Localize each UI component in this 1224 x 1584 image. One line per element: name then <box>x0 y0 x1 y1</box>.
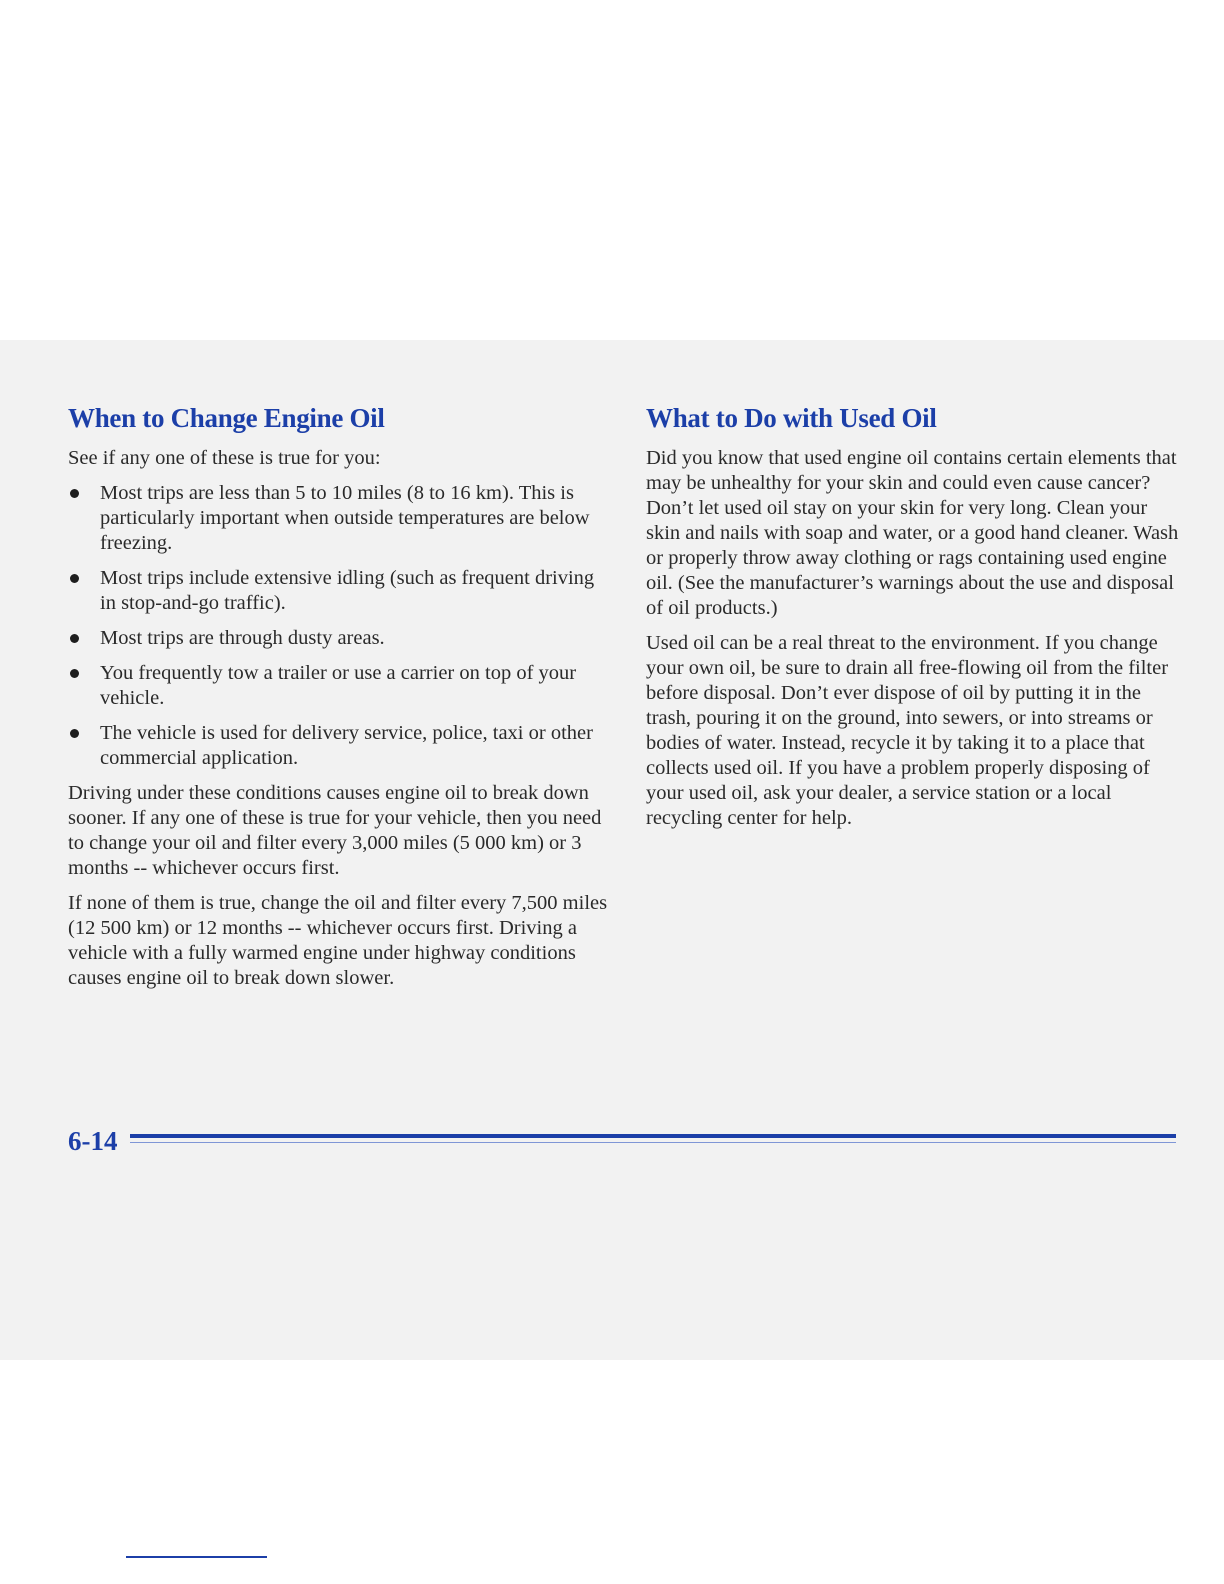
severe-conditions-paragraph: Driving under these conditions causes engine oil to break down sooner. If any one of these is true for your vehicle, then you need to change your oil and filter every 3,000 miles (5 000 km) or 3 months -- whichever occurs first. <box>68 782 602 879</box>
bullet-icon <box>70 574 79 583</box>
bullet-icon <box>70 669 79 678</box>
list-item-text: You frequently tow a trailer or use a carrier on top of your vehicle. <box>100 662 577 709</box>
list-item <box>68 721 608 771</box>
bullet-icon <box>70 489 79 498</box>
used-oil-heading: What to Do with Used Oil <box>646 403 937 433</box>
list-item-text: Most trips include extensive idling (such as frequent driving in stop-and-go traffic). <box>100 567 595 614</box>
left-column <box>68 402 608 1001</box>
bullet-icon <box>70 634 79 643</box>
normal-conditions-paragraph: If none of them is true, change the oil and filter every 7,500 miles (12 500 km) or 12 months -- whichever occurs first. Driving a vehicle with a fully warmed engine under highway conditions causes engine oil to break down slower. <box>68 892 608 989</box>
bullet-icon <box>70 729 79 738</box>
page-footer <box>68 1124 1176 1158</box>
footer-rule <box>130 1134 1176 1138</box>
bottom-divider <box>126 1556 267 1558</box>
list-item <box>68 661 608 711</box>
right-column <box>646 402 1186 841</box>
list-item-text: Most trips are through dusty areas. <box>100 627 385 649</box>
list-item <box>68 626 608 651</box>
conditions-list <box>68 481 608 771</box>
list-item <box>68 566 608 616</box>
environment-paragraph: Used oil can be a real threat to the environment. If you change your own oil, be sure to drain all free-flowing oil from the filter before disposal. Don’t ever dispose of oil by putting it in the trash, pouring it on the ground, into sewers, or into streams or bodies of water. Instead, recycle it by taking it to a place that collects used oil. If you have a problem properly disposing of your used oil, ask your dealer, a service station or a local recycling center for help. <box>646 632 1169 829</box>
footer-rule-thin <box>130 1142 1176 1143</box>
list-item-text: Most trips are less than 5 to 10 miles (8 to 16 km). This is particularly important when outside temperatures are below freezing. <box>100 482 590 554</box>
list-item-text: The vehicle is used for delivery service, police, taxi or other commercial application. <box>100 722 593 769</box>
page-number: 6-14 <box>68 1126 118 1156</box>
health-warning-paragraph: Did you know that used engine oil contains certain elements that may be unhealthy for your skin and could even cause cancer? Don’t let used oil stay on your skin for very long. Clean your skin and nails with soap and water, or a good hand cleaner. Wash or properly throw away clothing or rags containing used engine oil. (See the manufacturer’s warnings about the use and disposal of oil products.) <box>646 447 1179 619</box>
oil-change-intro: See if any one of these is true for you: <box>68 447 381 469</box>
list-item <box>68 481 608 556</box>
oil-change-heading: When to Change Engine Oil <box>68 403 385 433</box>
